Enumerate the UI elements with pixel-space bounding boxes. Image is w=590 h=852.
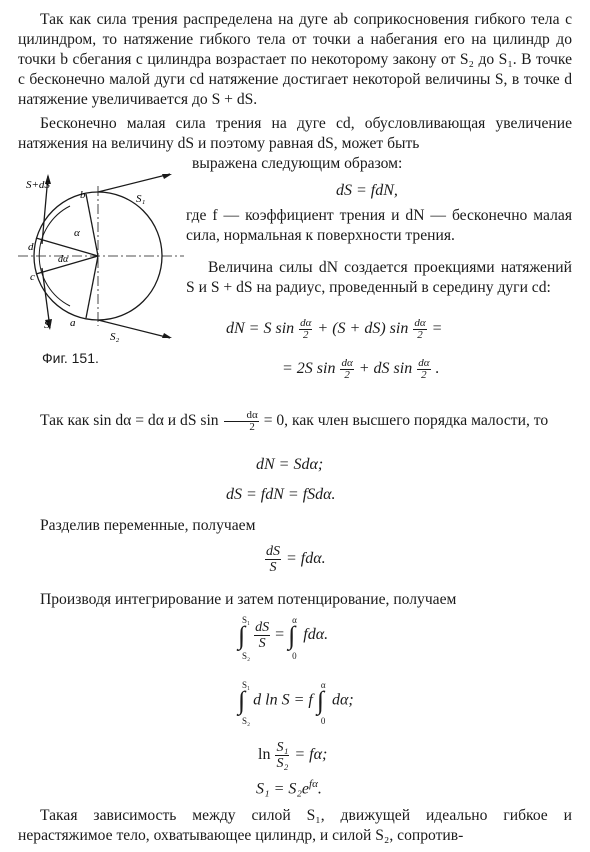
label-s1: S₁ [136,193,146,205]
equation-ds-fsda: dS = fdN = fSdα. [226,486,336,503]
radius-b [86,194,98,256]
tension-s2-line [98,320,170,338]
equation-euler: $S_1 = S_2e^{f\alpha}$. [256,778,322,798]
equation-ds-fdn: dS = fdN, [336,182,398,199]
label-dalpha: dα [58,254,69,265]
equation-dn-expanded: = 2S sin $\frac{d\alpha}{2}$ + dS sin $\frac{d\alpha}{2}$ . [282,357,440,381]
paragraph-3: где f — коэффициент трения и dN — бесконечно малая сила, нормальная к поверхности трения. [186,207,572,244]
equation-integral: ∫ S₁ S₂ $\frac{dS}{S}$ = ∫ α 0 fdα. [238,614,329,661]
paragraph-6: Разделив переменные, получаем [40,517,256,534]
equation-log-integral: ∫ S₁ S₂ d ln S = f ∫ α 0 dα; [238,680,354,726]
label-s2: S₂ [110,331,120,343]
equation-separated: $\frac{dS}{S}$ = fdα. [266,544,326,575]
paragraph-8: Такая зависимость между силой S₁, движущей идеально гибкое и нерастяжимое тело, охватывающее цилиндр, и силой S₂, сопротив- [18,807,572,844]
label-s-plus-ds: S+dS [26,179,50,191]
equation-dn-sum: dN = S sin $\frac{d\alpha}{2}$ + (S + dS) sin $\frac{d\alpha}{2}$ = [226,317,443,341]
paragraph-2: Бесконечно малая сила трения на дуге cd, обусловливающая увеличение натяжения на величину dS и поэтому равная dS, может быть [18,115,572,152]
label-a: a [70,317,76,329]
paragraph-5: Так как sin dα = dα и dS sin $\frac{d\alpha}{2}$ = 0, как член высшего порядка малости, то [40,409,549,433]
label-alpha: α [74,227,80,239]
equation-ln-ratio: ln $\frac{\text{S₁}}{\text{S₂}}$ = fα; [258,740,328,771]
figure-151 [14,166,194,346]
paragraph-1: Так как сила трения распределена на дуге ab соприкосновения гибкого тела с цилиндром, то натяжение гибкого тела от точки a набегания его на цилиндр до точки b сбегания с цилиндра возрастает по некоторому закону от S₂ до S₁. В точке c бесконечно малой дуги cd натяжение достигает некоторой величины S, в точке d натяжение увеличивается до S + dS. [18,11,572,108]
paragraph-2-end: выражена следующим образом: [192,155,403,172]
label-d: d [28,241,34,253]
radius-a [86,256,98,318]
figure-caption: Фиг. 151. [42,350,99,366]
paragraph-4: Величина силы dN создается проекциями натяжений S и S + dS на радиус, проведенный в середину дуги cd: [186,259,572,296]
equation-dn-sda: dN = Sdα; [256,456,324,473]
paragraph-7: Производя интегрирование и затем потенцирование, получаем [40,591,457,608]
label-s: S [44,319,50,331]
label-c: c [30,271,35,283]
label-b: b [80,189,86,201]
tension-s1-line [98,174,170,192]
